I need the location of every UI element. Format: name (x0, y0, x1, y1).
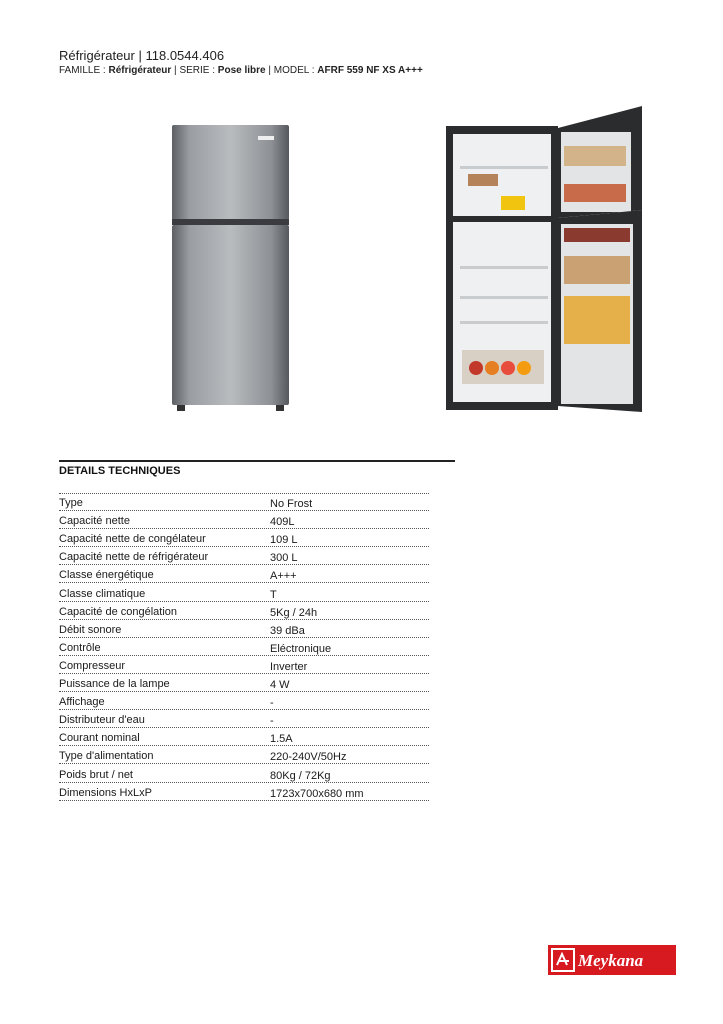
spec-row (59, 565, 429, 583)
product-name: Réfrigérateur (59, 48, 135, 63)
spec-label: Classe climatique (59, 587, 146, 600)
model-label: MODEL : (273, 65, 315, 76)
spec-label: Classe énergétique (59, 569, 154, 582)
spec-value: 5Kg / 24h (270, 606, 318, 619)
spec-label: Distributeur d'eau (59, 714, 145, 727)
brand-logo (548, 945, 676, 975)
spec-value: - (270, 697, 274, 710)
spec-label: Type d'alimentation (59, 750, 154, 763)
document-header (59, 47, 423, 78)
page-title: Réfrigérateur | 118.0544.406 (59, 48, 225, 63)
spec-label: Débit sonore (59, 623, 122, 636)
spec-row (59, 710, 429, 728)
spec-label: Poids brut / net (59, 768, 133, 781)
spec-label: Puissance de la lampe (59, 678, 170, 691)
spec-label: Dimensions HxLxP (59, 786, 152, 799)
spec-value: 409L (270, 516, 295, 529)
spec-row (59, 638, 429, 656)
spec-row (59, 692, 429, 710)
product-reference: 118.0544.406 (145, 48, 225, 63)
spec-row (59, 620, 429, 638)
spec-row (59, 602, 429, 620)
spec-row (59, 529, 429, 547)
spec-row (59, 547, 429, 565)
spec-row (59, 656, 429, 674)
spec-row (59, 764, 429, 782)
spec-row (59, 674, 429, 692)
spec-row (59, 746, 429, 764)
product-subtitle: FAMILLE : Réfrigérateur | SERIE : Pose libre | MODEL : AFRF 559 NF XS A+++ (59, 65, 423, 76)
spec-value: Inverter (270, 660, 308, 673)
spec-value: 80Kg / 72Kg (270, 769, 331, 782)
spec-value: 1.5A (270, 733, 293, 746)
serie-label: SERIE : (179, 65, 216, 76)
serie-value: Pose libre (217, 65, 266, 76)
spec-value: 1723x700x680 mm (270, 787, 364, 800)
specs-table (59, 493, 429, 801)
spec-value: Eléctronique (270, 642, 332, 655)
spec-row (59, 511, 429, 529)
model-value: AFRF 559 NF XS A+++ (317, 65, 423, 76)
spec-label: Capacité nette de réfrigérateur (59, 551, 209, 564)
spec-row (59, 583, 429, 601)
fridge-closed-image (172, 125, 289, 413)
spec-row (59, 783, 429, 801)
spec-value: 39 dBa (270, 624, 305, 637)
famille-label: FAMILLE : (59, 65, 106, 76)
svg-text:Meykana: Meykana (578, 951, 644, 970)
fridge-open-image (446, 106, 642, 412)
spec-label: Capacité nette de congélateur (59, 533, 206, 546)
spec-value: No Frost (270, 498, 313, 511)
spec-value: 300 L (270, 552, 298, 565)
spec-label: Capacité nette (59, 515, 130, 528)
spec-row (59, 493, 429, 511)
spec-label: Contrôle (59, 641, 101, 654)
spec-label: Affichage (59, 696, 105, 709)
section-title: DETAILS TECHNIQUES (59, 465, 181, 477)
spec-value: - (270, 715, 274, 728)
spec-label: Compresseur (59, 659, 126, 672)
spec-label: Capacité de congélation (59, 605, 178, 618)
spec-value: 4 W (270, 679, 290, 692)
spec-value: T (270, 588, 277, 601)
spec-value: 109 L (270, 534, 298, 547)
section-divider (59, 460, 455, 462)
famille-value: Réfrigérateur (108, 65, 172, 76)
spec-value: 220-240V/50Hz (270, 751, 347, 764)
spec-value: A+++ (270, 570, 297, 583)
spec-label: Courant nominal (59, 732, 140, 745)
spec-row (59, 728, 429, 746)
spec-label: Type (59, 497, 83, 510)
